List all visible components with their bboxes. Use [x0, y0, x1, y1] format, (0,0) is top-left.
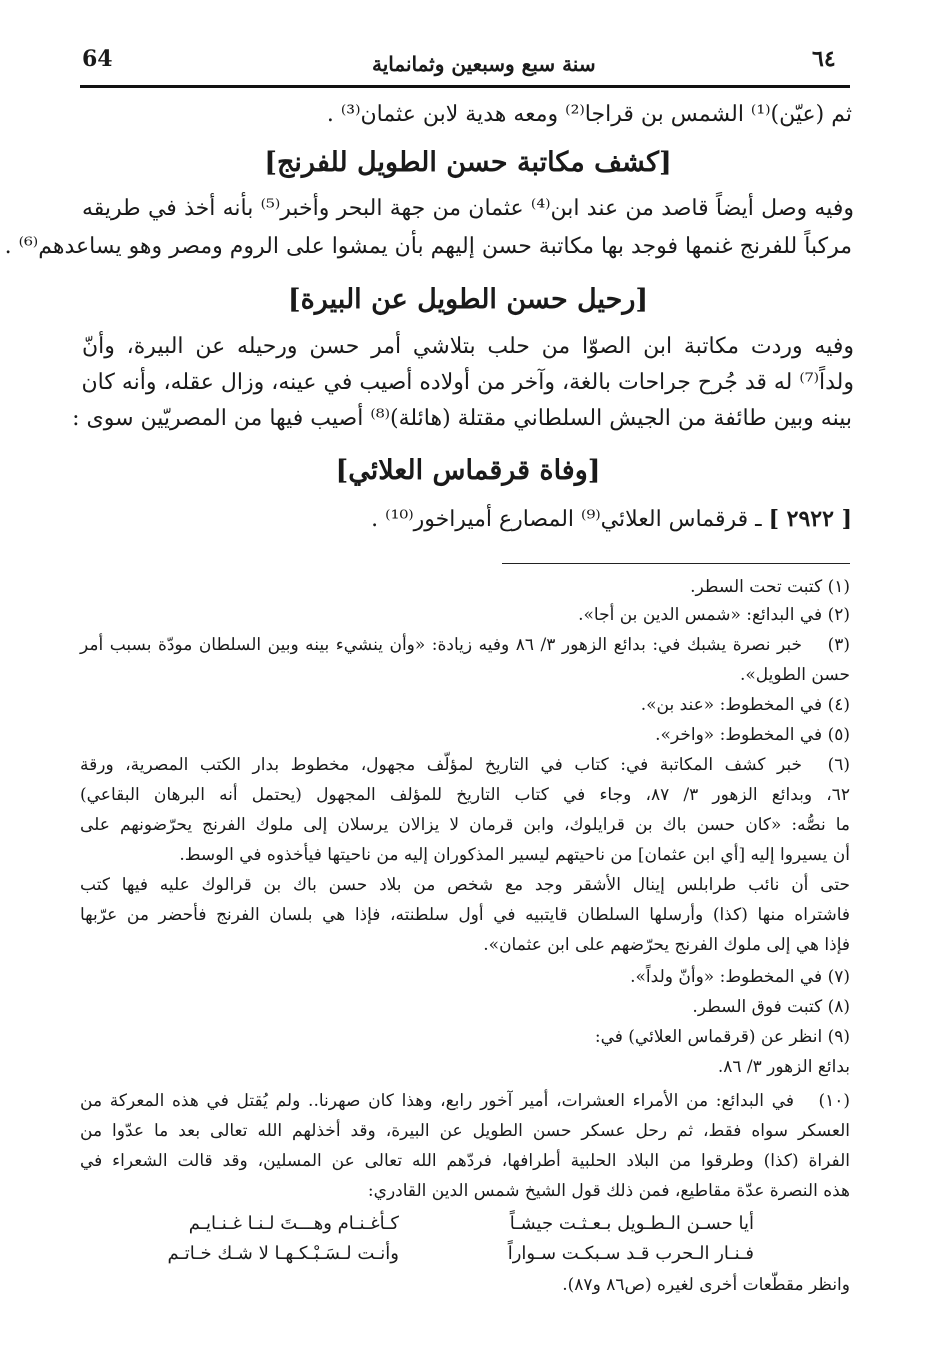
footnote-10-line-2: العسكر سواه فقط، ثم رحل عسكر حسن الطويل عن البيرة، وقد أخذلهم الله تعالى بعد ما عدّوا من [80, 1121, 850, 1141]
footnote-3-line-2: حسن الطويل». [739, 665, 850, 685]
footnote-6-line-1: خبر كشف المكاتبة في: كتاب في التاريخ لمؤلّف مجهول، مخطوط بدار الكتب المصرية، ورقة [80, 755, 802, 775]
footnote-6-line-2: ٦٢، وبدائع الزهور ٣/ ٨٧، وجاء في كتاب التاريخ للمؤلف المجهول (يحتمل أنه البرهان البقاعي) [80, 785, 850, 805]
footnote-10-line-1: في البدائع: من الأمراء العشرات، أمير آخور رابع، وهذا كان صهرنا.. ولم يُقتل في هذه المعركة من [80, 1091, 794, 1111]
footnote-6-line-6: فاشتراه منها (كذا) وأرسلها السلطان قايتبيه في أول سلطنته، فإذا هي بلسان الفرنج فأحضر من عرّبها [80, 905, 850, 925]
section-heading-1: [كشف مكاتبة حسن الطويل للفرنج] [264, 147, 672, 178]
intro-line: ثم (عيّن)⁽¹⁾ الشمس بن قراجا⁽²⁾ ومعه هدية لابن عثمان⁽³⁾ . [326, 102, 852, 127]
biography-entry [371, 504, 852, 535]
footnote-8: (٨) كتبت فوق السطر. [692, 997, 850, 1017]
poem-verse-2-first-hemistich: فـنـار الـحرب قـد سـبكـت سـواراً [507, 1243, 754, 1264]
poem-verse-1-first-hemistich: أيا حسـن الـطـويل بـعـثـت جيشـاً [509, 1213, 754, 1234]
footnote-7: (٧) في المخطوط: «وأنّ ولداً». [630, 967, 850, 987]
section-heading-3: [وفاة قرقماس العلائي] [335, 455, 601, 486]
footnote-6-line-4: أن يسيروا إليه [أي ابن عثمان] من ناحيتهم ليسير المذكوران إليه من ناحيتها فيأخذوه في الوسط. [179, 845, 850, 865]
paragraph-2-line-2: ولداً⁽⁷⁾ له قد جُرح جراحات بالغة، وآخر من أولاده أصيب في عينه، وزال عقله، وأنه كان [81, 370, 854, 395]
footnote-10-line-3: الفراة (كذا) وطرقوا من البلاد الحلبية أطرافها، فردّهم الله تعالى عن المسلين، وقد قالت الشعراء في [80, 1151, 850, 1171]
running-title: سنة سبع وسبعين وثمانماية [372, 52, 596, 76]
footnote-6-line-5: حتى أن نائب طرابلس إينال الأشقر وجد مع شخص من بلاد حسن باك بن قرالوك عليه فيها كتب [80, 875, 850, 895]
footnote-2: (٢) في البدائع: «شمس الدين بن أجا». [578, 605, 850, 625]
section-heading-2: [رحيل حسن الطويل عن البيرة] [287, 284, 649, 315]
closing-reference: وانظر مقطّعات أخرى لغيره (ص٨٦ و٨٧). [562, 1275, 850, 1295]
footnote-5: (٥) في المخطوط: «واخر». [655, 725, 850, 745]
footnote-6-line-3: ما نصُّه: «كان حسن باك بن قرايلوك، وابن قرمان لا يزالان يرسلان إلى ملوك الفرنج يحرّضونهم على [80, 815, 850, 835]
footnote-9: (٩) انظر عن (قرقماس العلائي) في: [594, 1027, 850, 1047]
footnote-9-line-2: بدائع الزهور ٣/ ٨٦. [717, 1057, 850, 1077]
footnote-6-line-7: فإذا هي إلى ملوك الفرنج يحرّضهم على ابن عثمان». [483, 935, 850, 955]
footnote-3-number: (٣) [827, 635, 850, 655]
footnote-6-number: (٦) [827, 755, 850, 775]
paragraph-1-line-1: وفيه وصل أيضاً قاصد من عند ابن⁽⁴⁾ عثمان من جهة البحر وأخبر⁽⁵⁾ بأنه أخذ في طريقه [82, 196, 854, 221]
entry-number: [ ٢٩٢٢ ] [768, 506, 852, 532]
paragraph-1-line-2: مركباً للفرنج غنمها فوجد بها مكاتبة حسن إليهم بأن يمشوا على الروم ومصر وهو يساعدهم⁽⁶⁾ . [4, 234, 852, 259]
footnote-1: (١) كتبت تحت السطر. [690, 577, 850, 597]
page-number-arabic: ٦٤ [812, 46, 836, 72]
entry-text: ـ قرقماس العلائي⁽⁹⁾ المصارع أميراخور⁽¹⁰⁾ . [371, 507, 762, 532]
footnote-10-number: (١٠) [818, 1091, 850, 1111]
footnote-4: (٤) في المخطوط: «عند بن». [640, 695, 850, 715]
paragraph-2-line-3: بينه وبين طائفة من الجيش السلطاني مقتلة (هائلة)⁽⁸⁾ أصيب فيها من المصريّين سوى : [72, 406, 852, 431]
header-rule [80, 85, 850, 88]
paragraph-2-line-1: وفيه وردت مكاتبة ابن الصوّا من حلب بتلاشي أمر حسن ورحيله عن البيرة، وأنّ [82, 334, 854, 359]
footnote-10-line-4: هذه النصرة عدّة مقاطيع، فمن ذلك قول الشيخ شمس الدين القادري: [367, 1181, 850, 1201]
poem-verse-1-second-hemistich: كـأغـنـام وهـــتَ لـنـا غـنـايـم [188, 1213, 399, 1234]
poem-verse-2-second-hemistich: وأنـت لـسَـبْـكـهـا لا شـك خـاتـم [167, 1243, 399, 1264]
page-number-latin: 64 [82, 46, 113, 72]
footnote-3-line-1: خبر نصرة يشبك في: بدائع الزهور ٣/ ٨٦ وفيه زيادة: «وأن ينشيء بينه وبين السلطان مودّة بسبب أمر [80, 635, 803, 655]
footnote-separator [502, 563, 850, 564]
